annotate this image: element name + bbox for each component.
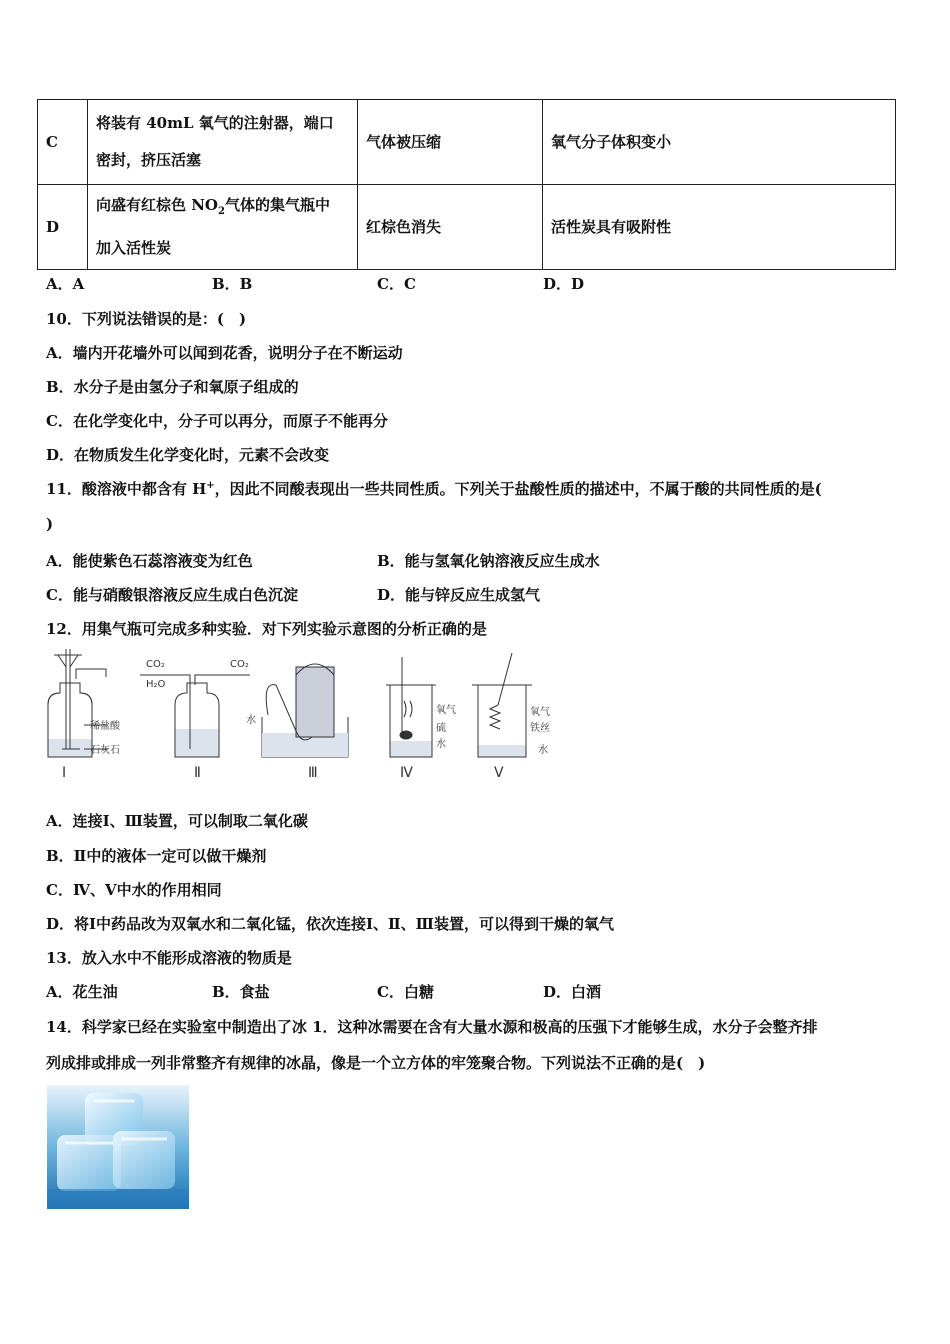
operation-line: 将装有 40mL 氧气的注射器，端口	[96, 114, 334, 132]
svg-text:CO₂: CO₂	[230, 659, 249, 670]
svg-text:石灰石: 石灰石	[90, 745, 120, 756]
q10-option-b: B．水分子是由氢分子和氧原子组成的	[46, 378, 299, 396]
label-iv: Ⅳ	[400, 765, 413, 781]
q9-option-a: A．A	[46, 275, 85, 293]
operation-cell	[88, 100, 358, 185]
svg-text:铁丝: 铁丝	[530, 723, 550, 734]
label-i: Ⅰ	[62, 765, 67, 781]
q13-option-a: A．花生油	[46, 983, 118, 1001]
q13-option-b: B．食盐	[212, 983, 270, 1001]
q11-stem-end: )	[46, 515, 54, 533]
q13-option-d: D．白酒	[543, 983, 602, 1001]
svg-text:稀盐酸: 稀盐酸	[90, 721, 120, 732]
q9-option-c: C．C	[377, 275, 416, 293]
row-label: C	[38, 100, 88, 185]
q10-option-a: A．墙内开花墙外可以闻到花香，说明分子在不断运动	[46, 344, 403, 362]
q12-option-d: D．将Ⅰ中药品改为双氧水和二氧化锰，依次连接Ⅰ、Ⅱ、Ⅲ装置，可以得到干燥的氧气	[46, 915, 614, 933]
apparatus-ii	[140, 659, 250, 757]
table-row	[38, 100, 896, 185]
label-v: Ⅴ	[494, 765, 504, 781]
operation-line: 加入活性炭	[96, 239, 172, 257]
ice-cubes-image	[47, 1085, 189, 1209]
q10-option-c: C．在化学变化中，分子可以再分，而原子不能再分	[46, 412, 388, 430]
q10-option-d: D．在物质发生化学变化时，元素不会改变	[46, 446, 330, 464]
svg-text:CO₂: CO₂	[146, 659, 165, 670]
phenomenon-cell: 红棕色消失	[358, 185, 543, 270]
apparatus-v	[472, 653, 550, 757]
q13-option-c: C．白糖	[377, 983, 434, 1001]
q12-option-a: A．连接Ⅰ、Ⅲ装置，可以制取二氧化碳	[46, 812, 308, 830]
q11-option-a: A．能使紫色石蕊溶液变为红色	[46, 552, 253, 570]
experiment-table	[37, 99, 896, 270]
q13-stem: 13．放入水中不能形成溶液的物质是	[46, 949, 292, 967]
phenomenon-cell: 气体被压缩	[358, 100, 543, 185]
svg-text:氧气: 氧气	[530, 707, 550, 718]
q11-option-c: C．能与硝酸银溶液反应生成白色沉淀	[46, 586, 298, 604]
svg-text:水: 水	[538, 745, 548, 756]
apparatus-iv	[386, 657, 456, 757]
svg-text:H₂O: H₂O	[146, 679, 166, 690]
svg-text:氧气: 氧气	[436, 705, 456, 716]
q14-stem-line1: 14．科学家已经在实验室中制造出了冰 1．这种冰需要在含有大量水源和极高的压强下才能够生成，水分子会整齐排	[46, 1018, 818, 1036]
q10-stem: 10．下列说法错误的是：( )	[46, 310, 247, 328]
svg-text:水: 水	[436, 739, 446, 750]
svg-text:硫: 硫	[436, 723, 446, 734]
label-ii: Ⅱ	[194, 765, 201, 781]
q11-option-b: B．能与氢氧化钠溶液反应生成水	[377, 552, 600, 570]
q12-option-c: C．Ⅳ、Ⅴ中水的作用相同	[46, 881, 222, 899]
apparatus-figure	[40, 645, 560, 785]
q12-option-b: B．Ⅱ中的液体一定可以做干燥剂	[46, 847, 267, 865]
operation-line: 向盛有红棕色 $NO_2$气体的集气瓶中	[96, 196, 330, 217]
explanation-cell: 氧气分子体积变小	[543, 100, 896, 185]
q14-stem-line2: 列成排或排成一列非常整齐有规律的冰晶，像是一个立方体的牢笼聚合物。下列说法不正确的是( )	[46, 1054, 706, 1072]
explanation-cell: 活性炭具有吸附性	[543, 185, 896, 270]
operation-line: 密封，挤压活塞	[96, 151, 202, 169]
apparatus-i	[48, 649, 121, 757]
svg-text:水: 水	[246, 715, 256, 726]
q11-option-d: D．能与锌反应生成氢气	[377, 586, 541, 604]
row-label: D	[38, 185, 88, 270]
q11-stem: 11．酸溶液中都含有 H+，因此不同酸表现出一些共同性质。下列关于盐酸性质的描述中，不属于酸的共同性质的是(	[46, 480, 822, 498]
table-row	[38, 185, 896, 270]
label-iii: Ⅲ	[308, 765, 318, 781]
q9-option-d: D．D	[543, 275, 585, 293]
q9-option-b: B．B	[212, 275, 253, 293]
apparatus-iii	[246, 664, 348, 757]
q12-stem: 12．用集气瓶可完成多种实验．对下列实验示意图的分析正确的是	[46, 620, 487, 638]
operation-cell	[88, 185, 358, 270]
